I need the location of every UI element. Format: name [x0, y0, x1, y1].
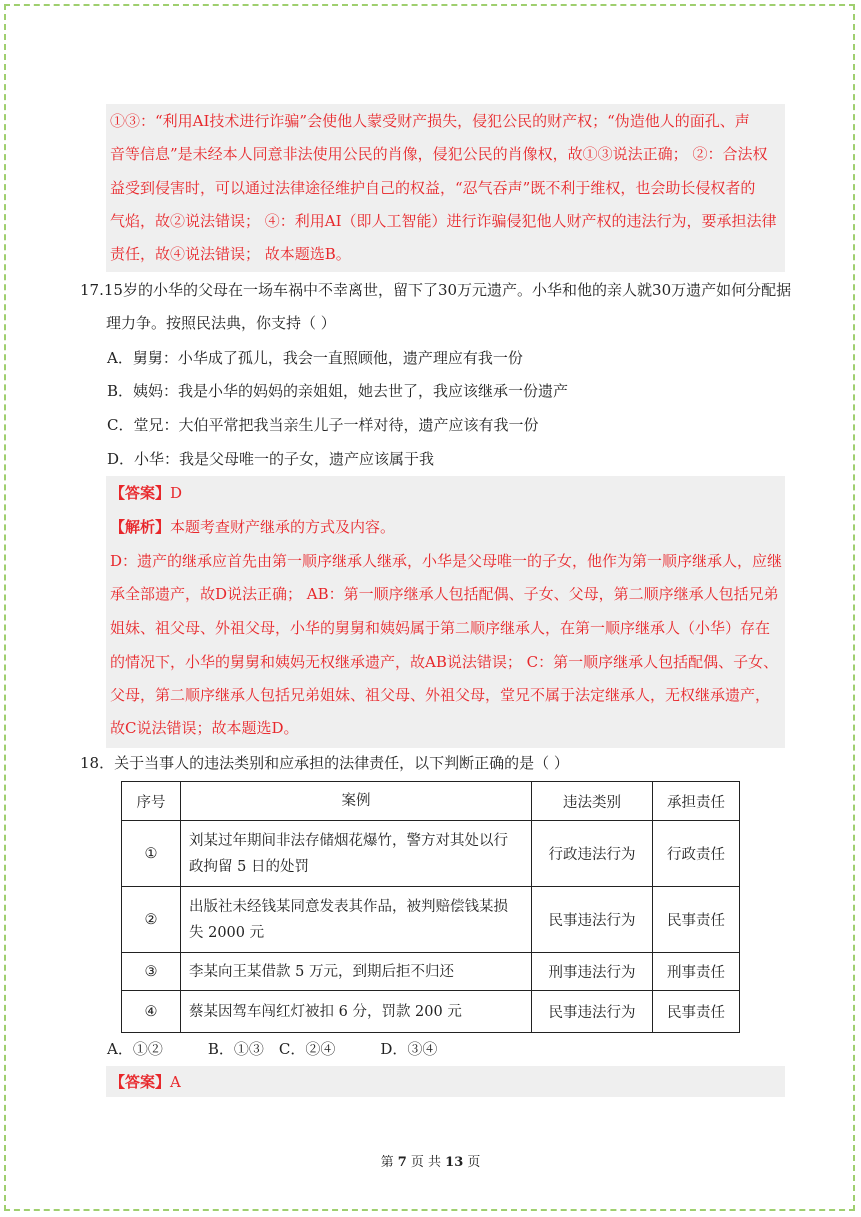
- total-pages: 13: [445, 1155, 464, 1170]
- answer-tag: 【答案】: [110, 1073, 171, 1091]
- row-responsibility: 民事责任: [653, 887, 740, 953]
- header-type: 违法类别: [532, 782, 653, 821]
- row-type: 行政违法行为: [532, 821, 653, 887]
- q16-explanation-line: ①③：“利用AI技术进行诈骗”会使他人蒙受财产损失，侵犯公民的财产权；“伪造他人的面孔、声: [110, 112, 750, 130]
- table-row: [122, 887, 740, 953]
- q18-stem: 18．关于当事人的违法类别和应承担的法律责任，以下判断正确的是（ ）: [80, 754, 569, 772]
- q18-answer: [110, 1072, 181, 1092]
- row-index: ②: [122, 887, 181, 953]
- row-index: ①: [122, 821, 181, 887]
- q17-explanation-line: 父母，第二顺序继承人包括兄弟姐妹、祖父母、外祖父母，堂兄不属于法定继承人，无权继承遗产，: [110, 686, 771, 704]
- row-case: [181, 821, 532, 887]
- row-type: 民事违法行为: [532, 991, 653, 1033]
- q17-explanation-line: 承全部遗产，故D说法正确； AB：第一顺序继承人包括配偶、子女、父母，第二顺序继承人包括兄弟: [110, 585, 779, 603]
- q17-option-b: B．姨妈：我是小华的妈妈的亲姐姐，她去世了，我应该继承一份遗产: [107, 382, 569, 400]
- q18-answer-box: [106, 1066, 785, 1097]
- table-row: [122, 991, 740, 1033]
- q17-option-d: D．小华：我是父母唯一的子女，遗产应该属于我: [107, 450, 435, 468]
- q16-explanation-line: 气焰，故②说法错误； ④：利用AI（即人工智能）进行诈骗侵犯他人财产权的违法行为，要承担法律: [110, 212, 777, 230]
- q17-stem: 17.15岁的小华的父母在一场车祸中不幸离世，留下了30万元遗产。小华和他的亲人就30万遗产如何分配据: [80, 281, 792, 299]
- q17-stem: 理力争。按照民法典，你支持（ ）: [106, 314, 336, 332]
- table-row: [122, 953, 740, 991]
- current-page: 7: [397, 1155, 407, 1170]
- q17-analysis: [110, 517, 395, 537]
- footer-suffix: 页: [463, 1155, 481, 1170]
- row-case: [181, 887, 532, 953]
- q17-option-c: C．堂兄：大伯平常把我当亲生儿子一样对待，遗产应该有我一份: [107, 416, 539, 434]
- q17-option-a: A．舅舅：小华成了孤儿，我会一直照顾他，遗产理应有我一份: [107, 349, 523, 367]
- case-line: 失 2000 元: [189, 924, 265, 941]
- footer-middle: 页 共: [406, 1155, 446, 1170]
- q17-answer: [110, 483, 182, 503]
- analysis-text: 本题考查财产继承的方式及内容。: [170, 518, 396, 536]
- row-index: ③: [122, 953, 181, 991]
- row-responsibility: 民事责任: [653, 991, 740, 1033]
- footer-prefix: 第: [380, 1155, 398, 1170]
- table-header-row: [122, 782, 740, 821]
- row-case: 李某向王某借款 5 万元，到期后拒不归还: [181, 953, 532, 991]
- q16-explanation-line: 责任，故④说法错误； 故本题选B。: [110, 245, 351, 263]
- q16-explanation-line: 音等信息”是未经本人同意非法使用公民的肖像，侵犯公民的肖像权，故①③说法正确； ②：合法权: [110, 145, 768, 163]
- row-responsibility: 行政责任: [653, 821, 740, 887]
- row-case: 蔡某因驾车闯红灯被扣 6 分，罚款 200 元: [181, 991, 532, 1033]
- case-line: 刘某过年期间非法存储烟花爆竹，警方对其处以行: [189, 832, 508, 849]
- q18-options: A．①② B．①③ C．②④ D．③④: [107, 1040, 438, 1058]
- row-index: ④: [122, 991, 181, 1033]
- answer-tag: 【答案】: [110, 484, 171, 502]
- case-table: [121, 781, 740, 1033]
- row-type: 民事违法行为: [532, 887, 653, 953]
- header-case: 案例: [181, 782, 532, 821]
- q17-explanation-line: 姐妹、祖父母、外祖父母，小华的舅舅和姨妈属于第二顺序继承人，在第一顺序继承人（小华）存在: [110, 619, 771, 637]
- case-line: 出版社未经钱某同意发表其作品，被判赔偿钱某损: [189, 898, 508, 915]
- table-row: [122, 821, 740, 887]
- q17-explanation-line: D：遗产的继承应首先由第一顺序继承人继承，小华是父母唯一的子女，他作为第一顺序继承人，应继: [110, 552, 783, 570]
- answer-value: D: [170, 484, 183, 502]
- row-type: 刑事违法行为: [532, 953, 653, 991]
- header-index: 序号: [122, 782, 181, 821]
- q17-explanation-line: 故C说法错误；故本题选D。: [110, 719, 299, 737]
- case-line: 政拘留 5 日的处罚: [189, 858, 309, 875]
- analysis-tag: 【解析】: [110, 518, 171, 536]
- q17-explanation-line: 的情况下，小华的舅舅和姨妈无权继承遗产，故AB说法错误； C：第一顺序继承人包括配偶、子女、: [110, 653, 779, 671]
- q16-explanation-line: 益受到侵害时，可以通过法律途径维护自己的权益，“忍气吞声”既不利于维权，也会助长侵权者的: [110, 179, 756, 197]
- page-footer: [0, 1151, 861, 1170]
- header-responsibility: 承担责任: [653, 782, 740, 821]
- answer-value: A: [170, 1073, 181, 1091]
- row-responsibility: 刑事责任: [653, 953, 740, 991]
